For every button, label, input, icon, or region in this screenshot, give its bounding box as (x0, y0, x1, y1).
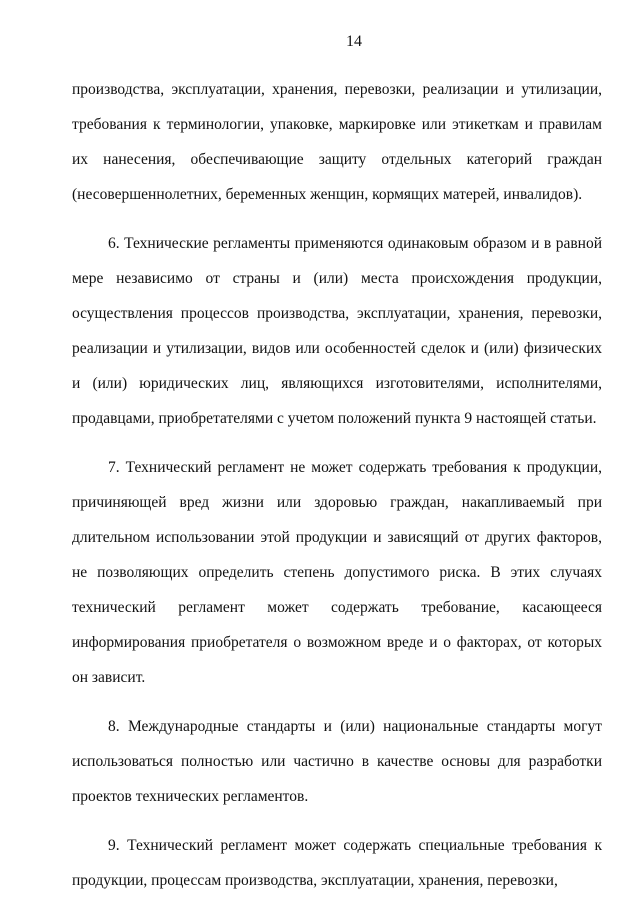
paragraph-item-6: 6. Технические регламенты применяются одинаковым образом и в равной мере независимо от страны и (или) места происхождения продукции, осуществления процессов производства, эксплуатации, хранения, перевозки, реализации и утилизации, видов или особенностей сделок и (или) физических и (или) юридических лиц, являющихся изготовителями, исполнителями, продавцами, приобретателями с учетом положений пункта 9 настоящей статьи. (72, 235, 602, 427)
paragraph-item-8: 8. Международные стандарты и (или) национальные стандарты могут использоваться полностью или частично в качестве основы для разработки проектов технических регламентов. (72, 718, 602, 805)
paragraph-item-7: 7. Технический регламент не может содержать требования к продукции, причиняющей вред жизни или здоровью граждан, накапливаемый при длительном использовании этой продукции и зависящий от других факторов, не позволяющих определить степень допустимого риска. В этих случаях технический регламент может содержать требование, касающееся информирования приобретателя о возможном вреде и о факторах, от которых он зависит. (72, 459, 602, 686)
page-number: 14 (346, 33, 362, 50)
document-body (72, 72, 602, 898)
paragraph-item-9: 9. Технический регламент может содержать специальные требования к продукции, процессам производства, эксплуатации, хранения, перевозки, (72, 837, 602, 889)
paragraph-continuation: производства, эксплуатации, хранения, перевозки, реализации и утилизации, требования к терминологии, упаковке, маркировке или этикеткам и правилам их нанесения, обеспечивающие защиту отдельных категорий граждан (несовершеннолетних, беременных женщин, кормящих матерей, инвалидов). (72, 81, 602, 203)
